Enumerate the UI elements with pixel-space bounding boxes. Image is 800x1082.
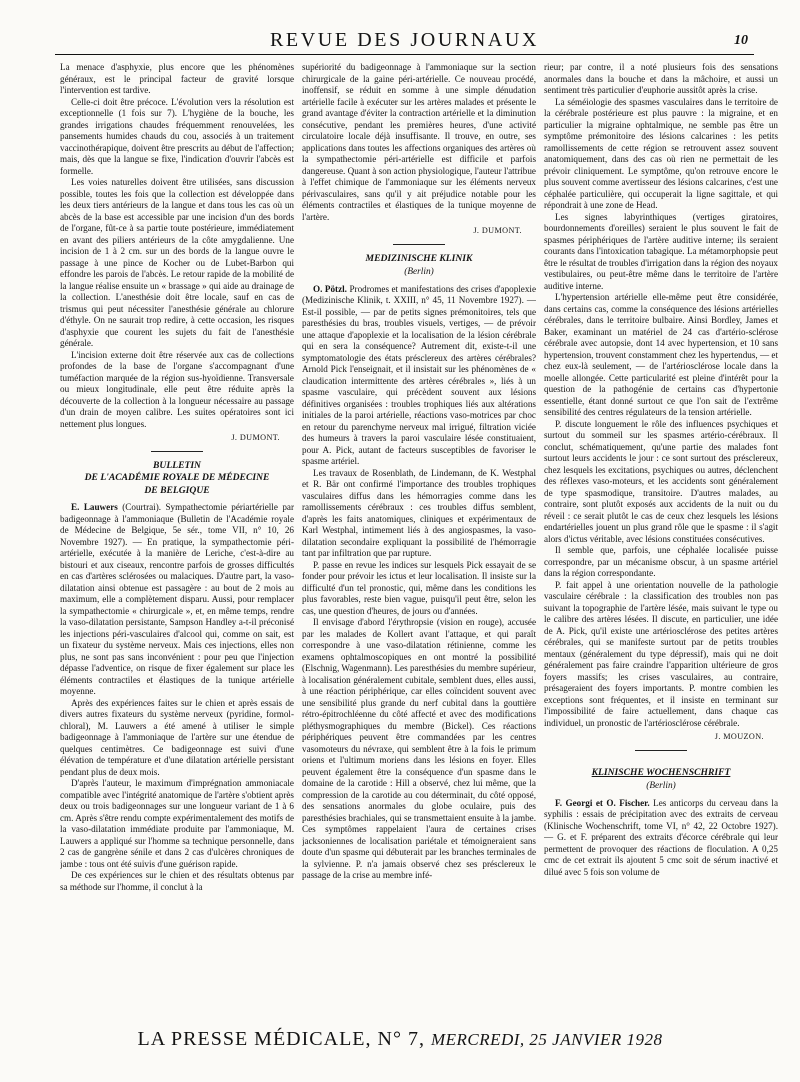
section-divider xyxy=(393,244,445,245)
author-signature: J. DUMONT. xyxy=(473,226,522,235)
section-divider xyxy=(151,451,203,452)
section-heading xyxy=(60,460,294,498)
page-footer xyxy=(0,1028,800,1054)
author-signature: J. MOUZON. xyxy=(714,732,764,741)
article-abstract xyxy=(60,502,294,698)
paragraph: La menace d'asphyxie, plus encore que les phénomènes généraux, est le principal facteur de gravité lorsque l'intervention est tardive. xyxy=(60,62,294,95)
masthead xyxy=(55,26,754,55)
paragraph: L'incision externe doit être réservée aux cas de collections profondes de la base de l'organe s'accompagnant d'une tuméfaction marquée de la région sus-hyoïdienne. Transversale ou mieux longitudinale, elle peut être réduite après la découverte de la collection à la longueur nécessaire au passage d'un drain de moyen calibre. Les suites opératoires sont ici nettement plus longues. xyxy=(60,349,294,429)
article-author: O. Pötzl. xyxy=(313,283,347,294)
article-author: E. Lauwers xyxy=(71,502,118,513)
section-divider xyxy=(635,750,687,751)
section-city: (Berlin) xyxy=(646,781,676,792)
paragraph: supériorité du badigeonnage à l'ammoniaque sur la section chirurgicale de la gaine péri-artérielle. Ce nouveau procédé, inoffensif, se réduit en somme à une simple dénudation artérielle facile à exécuter sur les artères malades et présente le grand avantage d'éviter la contraction artérielle et la diminution consécutive, pendant les premières heures, d'une activité circulatoire locale déjà insuffisante. Il trouve, en outre, ses applications dans toutes les affections organiques des artères où la sympathectomie péri-artérielle est difficile et parfois dangereuse. Quant à son action physiologique, l'auteur l'attribue à l'effet chimique de l'ammoniaque sur les éléments nerveux périvasculaires, sans qu'il y ait préjudice notable pour les éléments contractiles et élastiques de la tunique moyenne de l'artère. xyxy=(302,62,536,222)
column-middle xyxy=(302,62,536,1027)
paragraph: P. fait appel à une orientation nouvelle de la pathologie vasculaire cérébrale : la classification des troubles non pas suivant la topographie de l'artère lésée, mais suivant le type ou le calibre des artères lésées. Il discute, en particulier, une idée de A. Pick, qu'il existe une artériosclérose des petites artères cérébrales, qui se manifeste surtout par de petits troubles mentaux (généralement du type dépressif), mais qui ne doit généralement pas faire craindre l'apparition ultérieure de gros foyers massifs; les crises vasculaires, au contraire, présageraient des foyers importants. P. montre combien les exceptions sont fréquentes, et il insiste en terminant sur l'impossibilité de faire actuellement, dans chaque cas individuel, un pronostic de l'artériosclérose cérébrale. xyxy=(544,579,778,728)
article-abstract xyxy=(544,798,778,879)
article-text: (Courtrai). Sympathectomie périartérielle par badigeonnage à l'ammoniaque (Bulletin de l'Académie royale de Médecine de Belgique, 5e sér., tome VII, n° 10, 26 Novembre 1927). — En pratique, la sympathectomie péri-artérielle, exécutée à la manière de Leriche, c'est-à-dire au bistouri et aux ciseaux, rencontre parfois de grosses difficultés en cas d'artères sclérosées ou malaciques. D'autre part, la vaso-dilatation ainsi obtenue est passagère : au bout de 2 mois au maximum, elle a complètement disparu. Aussi, pour remplacer la sympathectomie « chirurgicale », et, en même temps, rendre la vaso-dilatation persistante, Sampson Handley a-t-il préconisé les injections péri-vasculaires d'alcool qui, comme on sait, est un fixateur du système nerveux. Mais ces injections, elles non plus, ne sont pas sans inconvénient : pour peu que l'injection dépasse l'adventice, on risque de fixer également sur place les éléments contractiles et élastiques de la tunique artérielle moyenne. xyxy=(60,502,294,697)
article-text: Prodromes et manifestations des crises d'apoplexie (Medizinische Klinik, t. XXIII, n° 45, 11 Novembre 1927). — Est-il possible, — par de petits signes prémonitoires, tels que paresthésies du bras, troubles visuels, vertiges, — de prévoir une attaque d'apoplexie et la localisation de la lésion cérébrale qui en sera la conséquence? Autrement dit, existe-t-il une symptomatologie des états présclereux des artères cérébrales? Arnold Pick l'enseignait, et il insistait sur les phénomènes de « claudication intermittente des artères cérébrales », liés à un spasme vasculaire, qui précèdent souvent aux lésions définitives organisées : troubles trophiques liés aux altérations initiales de la paroi artérielle, réactions vaso-motrices par choc en retour du parenchyme nerveux mal irrigué, filtration viciée des humeurs à travers la paroi vasculaire lésée constituaient, pour A. Pick, autant de facteurs susceptibles de favoriser le spasme artériel. xyxy=(302,283,536,466)
paragraph: Les travaux de Rosenblath, de Lindemann, de K. Westphal et R. Bär ont confirmé l'importance des troubles trophiques vasculaires diffus dans les hémorragies comme dans les ramollissements cérébraux : ces troubles diffus semblent, d'après les faits anatomiques, cliniques et expérimentaux de Karl Westphal, intimement liés à des angiospasmes, la vaso-dilatation secondaire expliquant la possibilité de l'hémorragie tant par infiltration que par rupture. xyxy=(302,467,536,558)
section-heading-line: DE L'ACADÉMIE ROYALE DE MÉDECINE xyxy=(84,472,270,484)
footer-date: MERCREDI, 25 JANVIER 1928 xyxy=(430,1030,663,1049)
paragraph: Après des expériences faites sur le chien et après essais de divers autres fixateurs du système nerveux (pyridine, formol-chloral), M. Lauwers a été amené à utiliser le simple badigeonnage à l'ammoniaque de l'artère sur une étendue de quelques centimètres. Ce badigeonnage est suivi d'une élévation de température et d'une dilatation artérielle persistant pendant plus de deux mois. xyxy=(60,697,294,777)
paragraph: De ces expériences sur le chien et des résultats obtenus par sa méthode sur l'homme, il conclut à la xyxy=(60,870,294,892)
paragraph: rieur; par contre, il a noté plusieurs fois des sensations anormales dans la bouche et dans la mâchoire, et aussi un sentiment très particulier d'euphorie aussitôt après la crise. xyxy=(544,62,778,95)
section-heading: MEDIZINISCHE KLINIK xyxy=(365,252,473,264)
paragraph: L'hypertension artérielle elle-même peut être considérée, dans certains cas, comme la conséquence des lésions artérielles cérébrales, dans le territoire bulbaire. Ainsi Bordley, James et Baker, examinant un matériel de 24 cas d'artério-sclérose cérébrale avec autopsie, dont 14 avec hypertension, et 10 sans hypertension, trouvent constamment chez les hypertendus, — et chez eux-là seulement, — de l'artériosclérose locale dans la moelle allongée. Cette particularité est pleine d'intérêt pour la question de la pathogénie de certains cas d'hypertonie essentielle, étant donné surtout ce que l'on sait de l'extrême sensibilité des centres régulateurs de la tension artérielle. xyxy=(544,292,778,417)
column-right xyxy=(544,62,778,1027)
author-signature: J. DUMONT. xyxy=(231,433,280,442)
column-left xyxy=(60,62,294,1027)
paragraph: La séméiologie des spasmes vasculaires dans le territoire de la cérébrale postérieure est plus pauvre : la migraine, et en particulier la migraine ophtalmique, ne semble pas être un symptôme prémonitoire des lésions calcarines : les petits ramollissements de cette région se retrouvent assez souvent anatomiquement, dans des cas où rien ne permettait de les prévoir cliniquement. Le symptôme, qu'on retrouve encore le plus souvent comme avertisseur des lésions calcarines, c'est une céphalée particulière, qui occuperait la ligne sagittale, et qui répondrait à une zone de Head. xyxy=(544,96,778,210)
section-heading-line: BULLETIN xyxy=(153,459,201,471)
paragraph: Il semble que, parfois, une céphalée localisée puisse correspondre, par un mécanisme obscur, à un spasme artériel dans la région correspondante. xyxy=(544,545,778,578)
page-number: 10 xyxy=(734,33,748,48)
paragraph: Les voies naturelles doivent être utilisées, sans discussion possible, toutes les fois que la collection est développée dans les deux tiers antérieurs de la langue et dans tous les cas où un abcès de la base est accessible par une incision d'un des bords de l'organe, fût-ce à sa partie toute postérieure, immédiatement en avant des piliers antérieurs de la côte amygdalienne. Une incision de 1 à 2 cm. sur un des bords de la langue ouvre le passage à une pince de Kocher ou de Lubet-Barbon qui effondre les parois de l'abcès. Le retour rapide de la mobilité de la langue réalise ensuite un « brassage » qui aide au drainage de la collection. L'anesthésie doit être locale, sauf en cas de trismus qui peut nécessiter l'anesthésie générale au chlorure d'éthyle. On ne saurait trop redire, à cette occasion, les risques d'asphyxie que courent les sujets du fait de l'anesthésie générale. xyxy=(60,177,294,348)
paragraph: Celle-ci doit être précoce. L'évolution vers la résolution est exceptionnelle (1 fois sur 7). L'hygiène de la bouche, les grandes irrigations chaudes fréquemment renouvelées, les pansements humides chauds du cou, associés à un traitement vaccinothérapique, doivent être prescrits au début de l'affection; mais, dès que la langue se fixe, l'indication d'ouvrir l'abcès est formelle. xyxy=(60,96,294,176)
section-city: (Berlin) xyxy=(404,267,434,278)
article-abstract xyxy=(302,284,536,468)
article-text: Les anticorps du cerveau dans la syphilis : essais de précipitation avec des extraits de cerveau (Klinische Wochenschrift, tome VI, n° 42, 22 Octobre 1927). — G. et F. préparent des extraits d'écorce cérébrale qui leur permettent de provoquer des réactions de floculation. A 0,25 cmc de cet extrait ils ajoutent 5 cmc soit de sérum inactivé et dilué avec 5 fois son volume de xyxy=(544,797,778,877)
footer-journal: LA PRESSE MÉDICALE, N° 7, xyxy=(137,1028,425,1050)
paragraph: D'après l'auteur, le maximum d'imprégnation ammoniacale compatible avec l'intégrité anatomique de l'artère s'obtient après deux ou trois badigeonnages sur une longueur variant de 1 à 6 cm. Après s'être rendu compte expérimentalement des motifs de la vaso-dilatation immédiate produite par l'ammoniaque, M. Lauwers a appliqué sur l'homme sa technique personnelle, dans 2 cas de gangrène sénile et dans 2 cas d'ulcères chroniques de jambe : tous ont été suivis d'une guérison rapide. xyxy=(60,778,294,869)
article-author: F. Georgi et O. Fischer. xyxy=(555,797,650,808)
section-heading: KLINISCHE WOCHENSCHRIFT xyxy=(591,766,731,778)
paragraph: P. passe en revue les indices sur lesquels Pick essayait de se fonder pour prévoir les ictus et leur localisation. Il insiste sur la difficulté d'un tel pronostic, qui, même dans les conditions les plus favorables, reste bien vague, puisqu'il peut être, selon les cas, une question d'heures, de jours ou d'années. xyxy=(302,559,536,616)
paragraph: Il envisage d'abord l'érythropsie (vision en rouge), accusée par les malades de Kollert avant l'attaque, et qui paraît correspondre à une vaso-dilatation rétinienne, comme les examens ophtalmoscopiques en ont montré la possibilité (Elschnig, Wagenmann). Les paresthésies du membre supérieur, à localisation généralement cubitale, semblent dues, elles aussi, à une réaction périphérique, car elles coïncident souvent avec une sensibilité plus grande du nerf cubital dans la gouttière rétro-épitrochléenne du côté affecté et avec des modifications pléthysmographiques du membre (Bickel). Ces réactions périphériques peuvent être commandées par les centres vasomoteurs du névraxe, qui semblent être à la fois le primum oriens et l'ultimum moriens dans les lésions en foyer. Elles peuvent également être la conséquence d'un spasme dans le domaine de la carotide : Hill a observé, chez lui même, que la compression de la carotide au cou déterminait, du côté opposé, des sensations anormales du globe oculaire, puis des paresthésies brachiales, qui se transmettaient ensuite à la jambe. Ces symptômes rappelaient l'aura de certaines crises jacksoniennes de localisation pariétale et témoigneraient sans doute d'un spasme qui débuterait par les branches terminales de la sylvienne. P. n'a jamais observé chez ses présclereux le passage de la crise au membre infé- xyxy=(302,617,536,880)
section-heading-line: DE BELGIQUE xyxy=(144,484,210,496)
paragraph: Les signes labyrinthiques (vertiges giratoires, bourdonnements d'oreilles) seraient le plus souvent le fait de spasmes périphériques de l'artère auditive interne; ils seraient courants dans l'intoxication tabagique. La métamorphopsie peut être le résultat de troubles d'irrigation dans la région des noyaux vestibulaires, ou peut-être même dans le territoire de l'artère auditive interne. xyxy=(544,211,778,291)
paragraph: P. discute longuement le rôle des influences psychiques et surtout du sommeil sur les spasmes artério-cérébraux. Il conclut, schématiquement, qu'une partie des malades font surtout leurs accidents le jour : ce sont surtout des présclereux, chez lesquels les excitations, psychiques ou autres, déclenchent des réflexes vaso-moteurs, et les accidents sont généralement de type spasmodique, transitoire. D'autres malades, au contraire, sont plutôt exposés aux accidents de la nuit ou du réveil : ce serait plutôt le cas de ceux chez lesquels les lésions endartérielles jouent un plus grand rôle que le spasme : il s'agit alors d'ictus véritable, avec lésions constituées consécutives. xyxy=(544,418,778,544)
running-title: REVUE DES JOURNAUX xyxy=(269,29,540,51)
